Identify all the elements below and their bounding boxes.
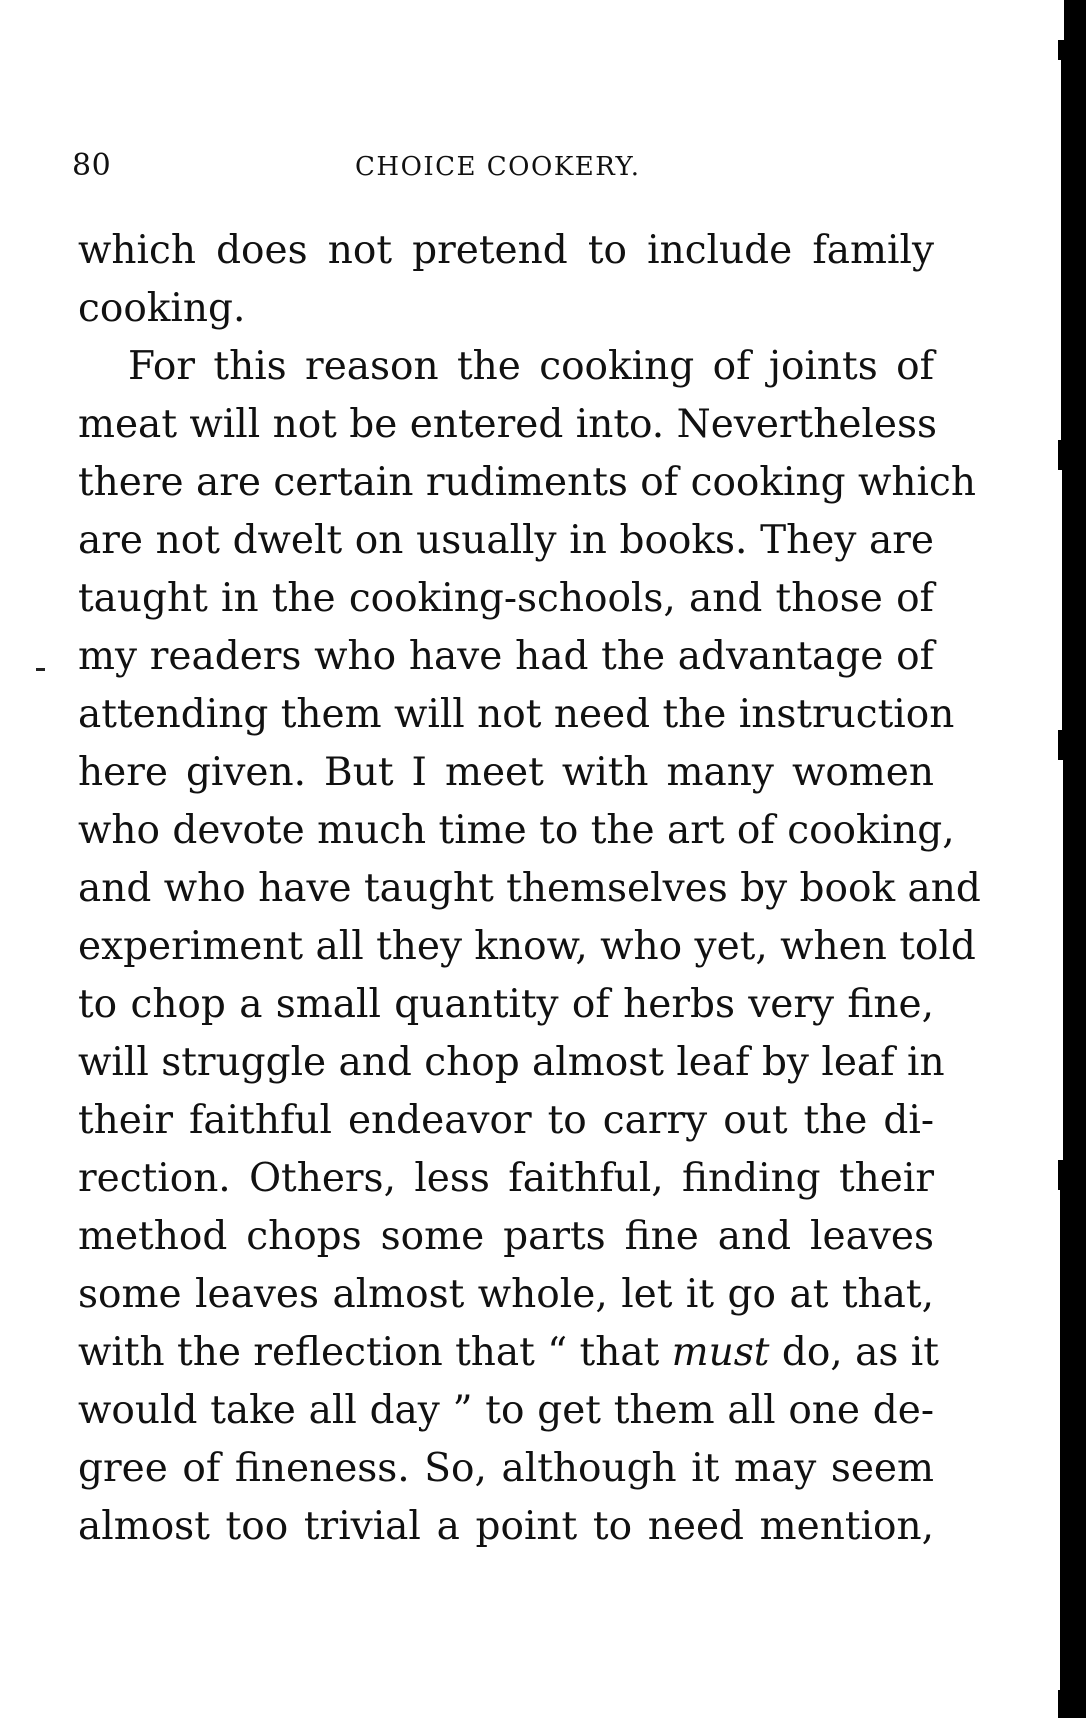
- page-number: 80: [72, 148, 112, 183]
- text-line: which does not pretend to include family: [78, 228, 934, 273]
- text-line: attending them will not need the instruction: [78, 692, 955, 737]
- body-text: [78, 222, 981, 1556]
- text-line: will struggle and chop almost leaf by leaf in: [78, 1040, 945, 1085]
- text-line: almost too trivial a point to need mention,: [78, 1504, 934, 1549]
- stray-ink-mark: [36, 668, 45, 671]
- text-line: cooking.: [78, 286, 246, 331]
- italic-word: must: [671, 1330, 770, 1375]
- page-binding-edge: [1058, 0, 1086, 1718]
- text-line: and who have taught themselves by book and: [78, 866, 981, 911]
- running-head: CHOICE COOKERY.: [355, 152, 641, 182]
- binding-notch: [1058, 760, 1063, 1160]
- binding-notch: [1058, 470, 1062, 730]
- text-line: are not dwelt on usually in books. They are: [78, 518, 934, 563]
- text-line: meat will not be entered into. Nevertheless: [78, 402, 937, 447]
- text-line: my readers who have had the advantage of: [78, 634, 934, 679]
- text-line: would take all day ” to get them all one de-: [78, 1388, 934, 1433]
- binding-notch: [1058, 0, 1064, 40]
- text-segment: with the reflection that “ that: [78, 1330, 672, 1375]
- text-line: there are certain rudiments of cooking which: [78, 460, 976, 505]
- text-line: For this reason the cooking of joints of: [128, 344, 934, 389]
- text-line-with-italic: [78, 1324, 939, 1382]
- binding-notch: [1058, 60, 1061, 440]
- text-line: who devote much time to the art of cooking,: [78, 808, 955, 853]
- text-line: method chops some parts fine and leaves: [78, 1214, 934, 1259]
- text-line: experiment all they know, who yet, when told: [78, 924, 976, 969]
- text-line: gree of fineness. So, although it may seem: [78, 1446, 934, 1491]
- text-segment: do, as it: [769, 1330, 939, 1375]
- text-line: here given. But I meet with many women: [78, 750, 934, 795]
- text-line: their faithful endeavor to carry out the di-: [78, 1098, 934, 1143]
- text-line: taught in the cooking-schools, and those of: [78, 576, 934, 621]
- text-line: rection. Others, less faithful, finding their: [78, 1156, 934, 1201]
- text-line: to chop a small quantity of herbs very fine,: [78, 982, 934, 1027]
- binding-notch: [1058, 1190, 1060, 1690]
- text-line: some leaves almost whole, let it go at that,: [78, 1272, 934, 1317]
